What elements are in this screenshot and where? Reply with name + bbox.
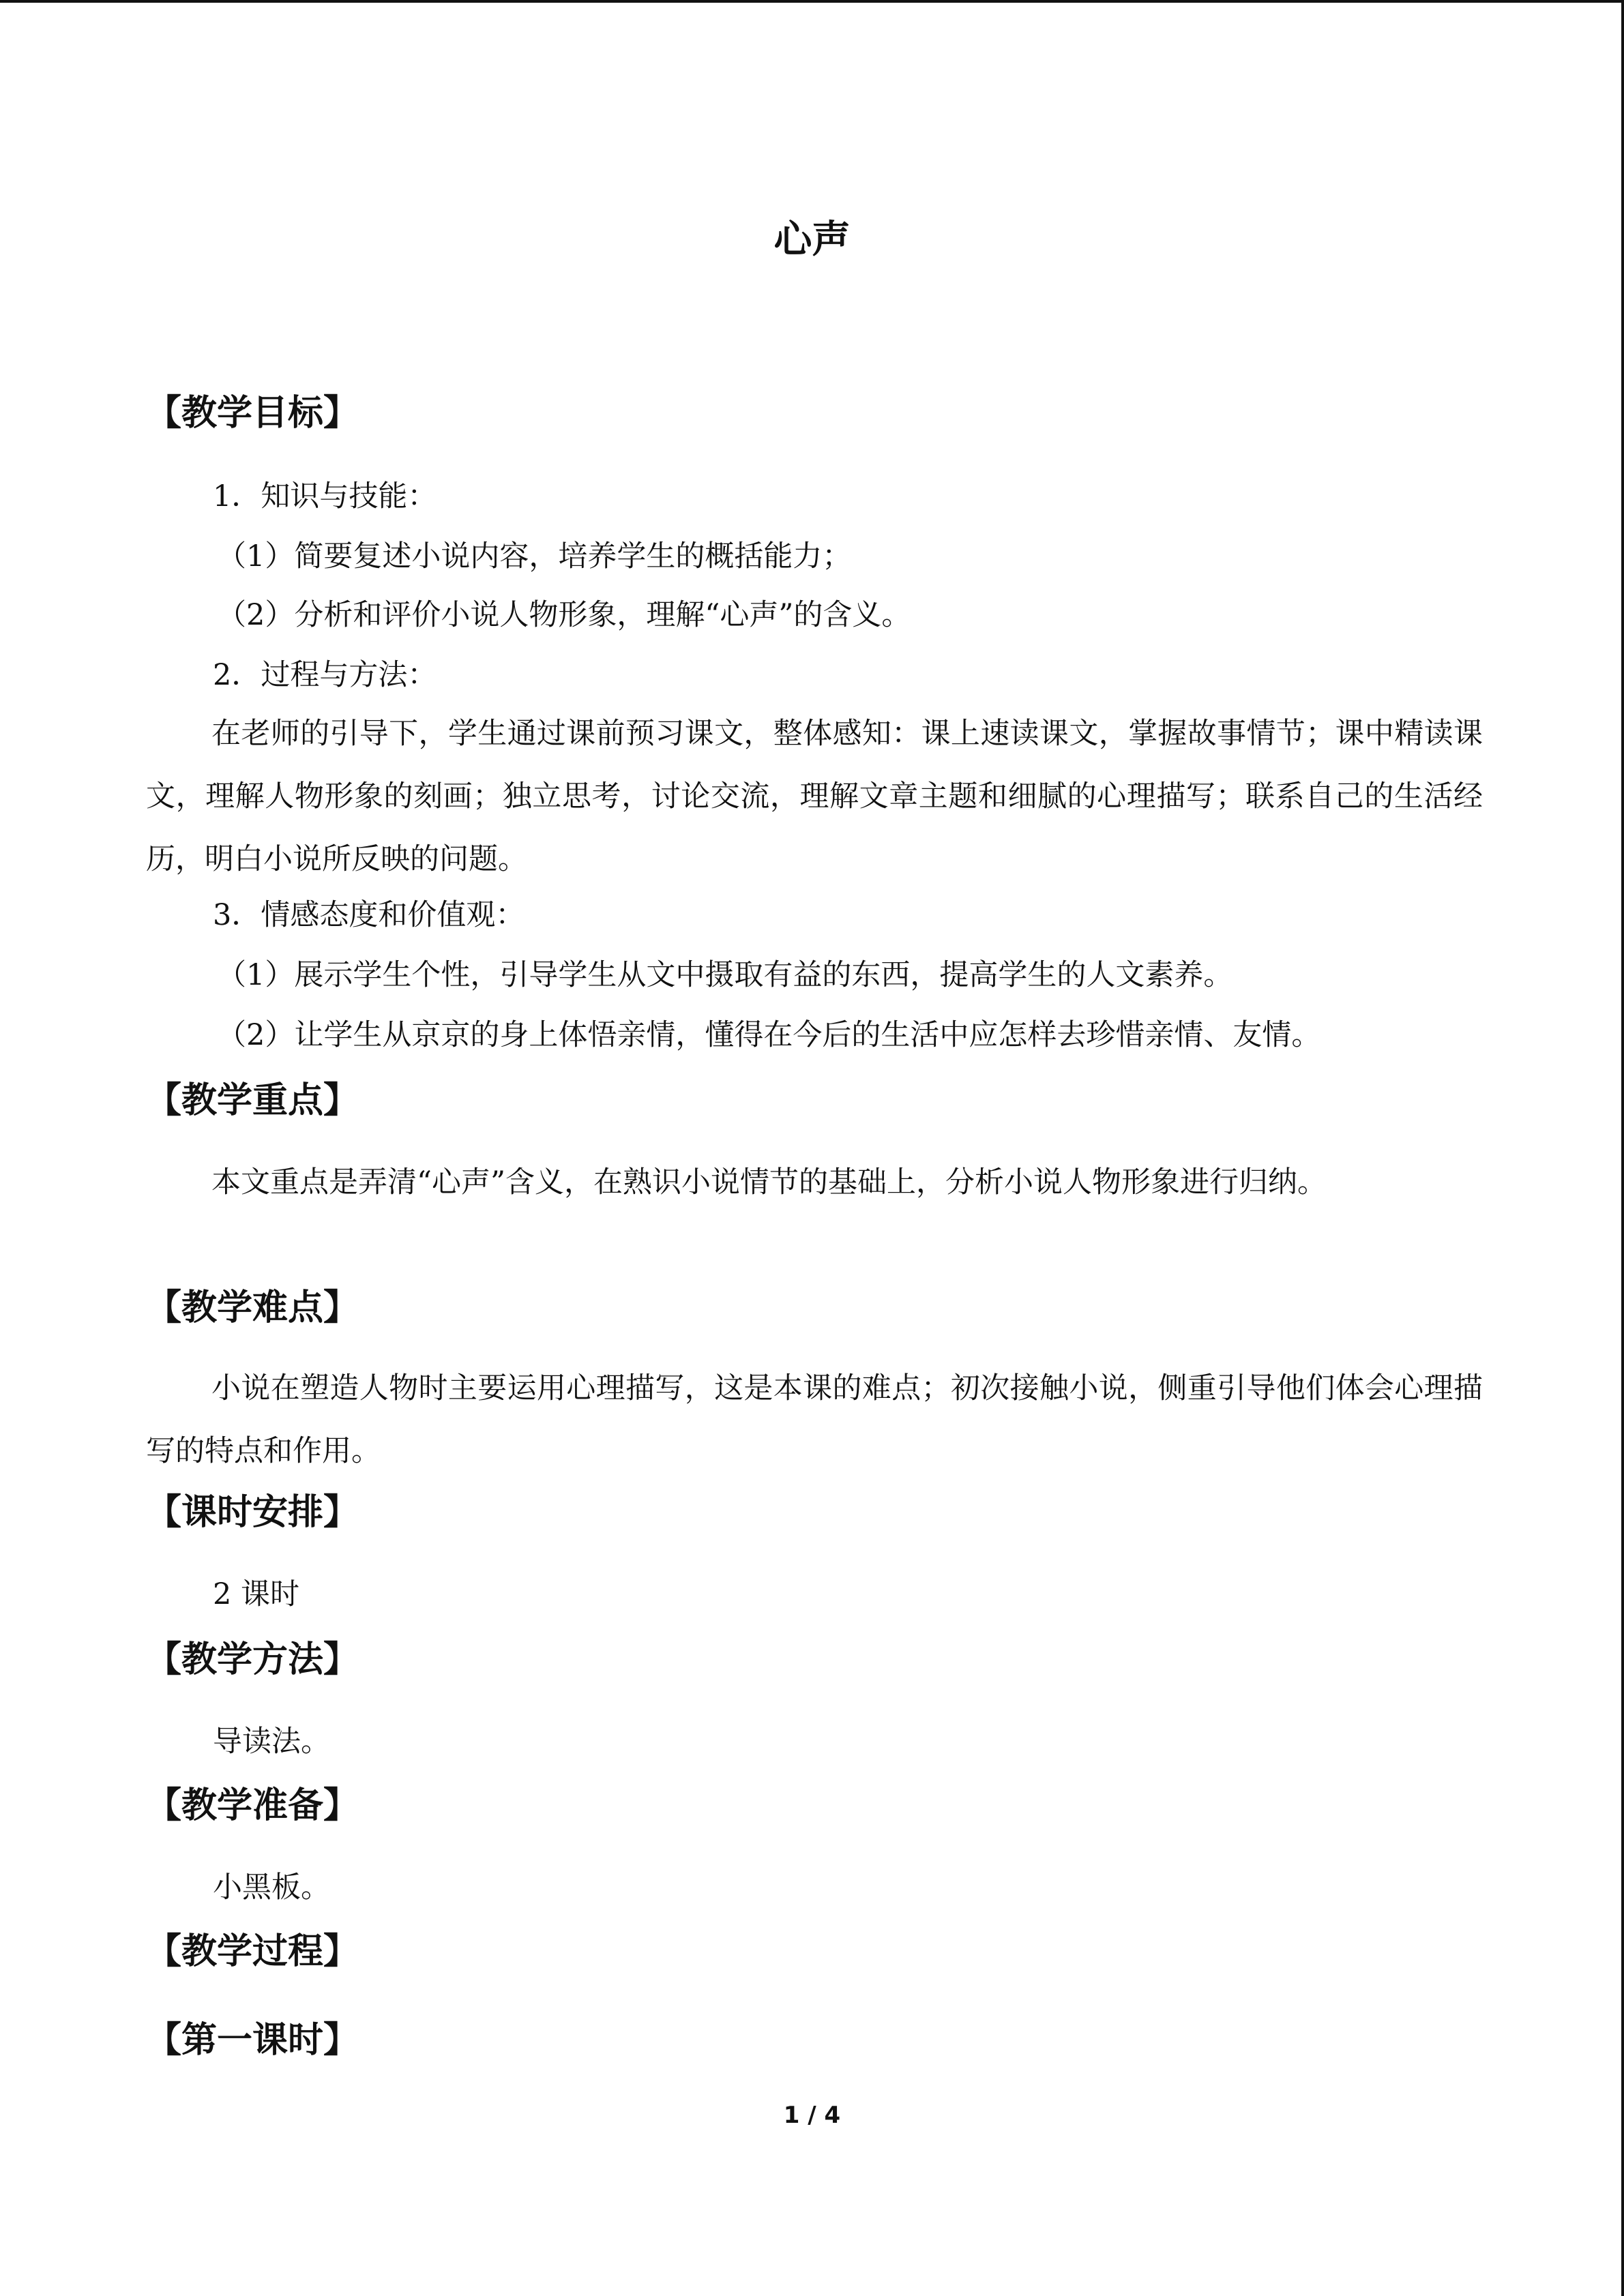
document-title: 心声: [773, 218, 851, 262]
objective-1-title: 1．知识与技能：: [213, 479, 437, 513]
heading-teaching-objectives: 【教学目标】: [146, 393, 359, 434]
heading-class-schedule: 【课时安排】: [146, 1492, 359, 1533]
teaching-methods-text: 导读法。: [213, 1725, 330, 1759]
heading-teaching-methods: 【教学方法】: [146, 1639, 359, 1680]
objective-3-title: 3．情感态度和价值观：: [213, 898, 525, 932]
objective-3-sub-1: （1）展示学生个性，引导学生从文中摄取有益的东西，提高学生的人文素养。: [217, 958, 1233, 992]
difficulties-text: 小说在塑造人物时主要运用心理描写，这是本课的难点；初次接触小说，侧重引导他们体会心理描写的特点和作用。: [146, 1371, 1483, 1468]
objective-3-sub-2: （2）让学生从京京的身上体悟亲情，懂得在今后的生活中应怎样去珍惜亲情、友情。: [217, 1018, 1321, 1052]
heading-first-lesson: 【第一课时】: [146, 2020, 359, 2061]
heading-key-points: 【教学重点】: [146, 1080, 359, 1121]
page-number: 1 / 4: [783, 2102, 841, 2129]
teaching-preparation-text: 小黑板。: [213, 1870, 330, 1905]
objective-2-paragraph: 在老师的引导下，学生通过课前预习课文，整体感知：课上速读课文，掌握故事情节；课中精读课文，理解人物形象的刻画；独立思考，讨论交流，理解文章主题和细腻的心理描写；联系自己的生活经历，明白小说所反映的问题。: [146, 717, 1483, 876]
objective-1-sub-1: （1）简要复述小说内容，培养学生的概括能力；: [217, 539, 852, 573]
objective-1-sub-2: （2）分析和评价小说人物形象，理解“心声”的含义。: [217, 598, 911, 632]
objective-2-title: 2．过程与方法：: [213, 658, 437, 692]
heading-teaching-process: 【教学过程】: [146, 1931, 359, 1972]
heading-teaching-preparation: 【教学准备】: [146, 1785, 359, 1826]
heading-difficulties: 【教学难点】: [146, 1287, 359, 1328]
class-schedule-text: 2 课时: [213, 1577, 300, 1611]
key-points-text: 本文重点是弄清“心声”含义，在熟识小说情节的基础上，分析小说人物形象进行归纳。: [211, 1165, 1327, 1199]
